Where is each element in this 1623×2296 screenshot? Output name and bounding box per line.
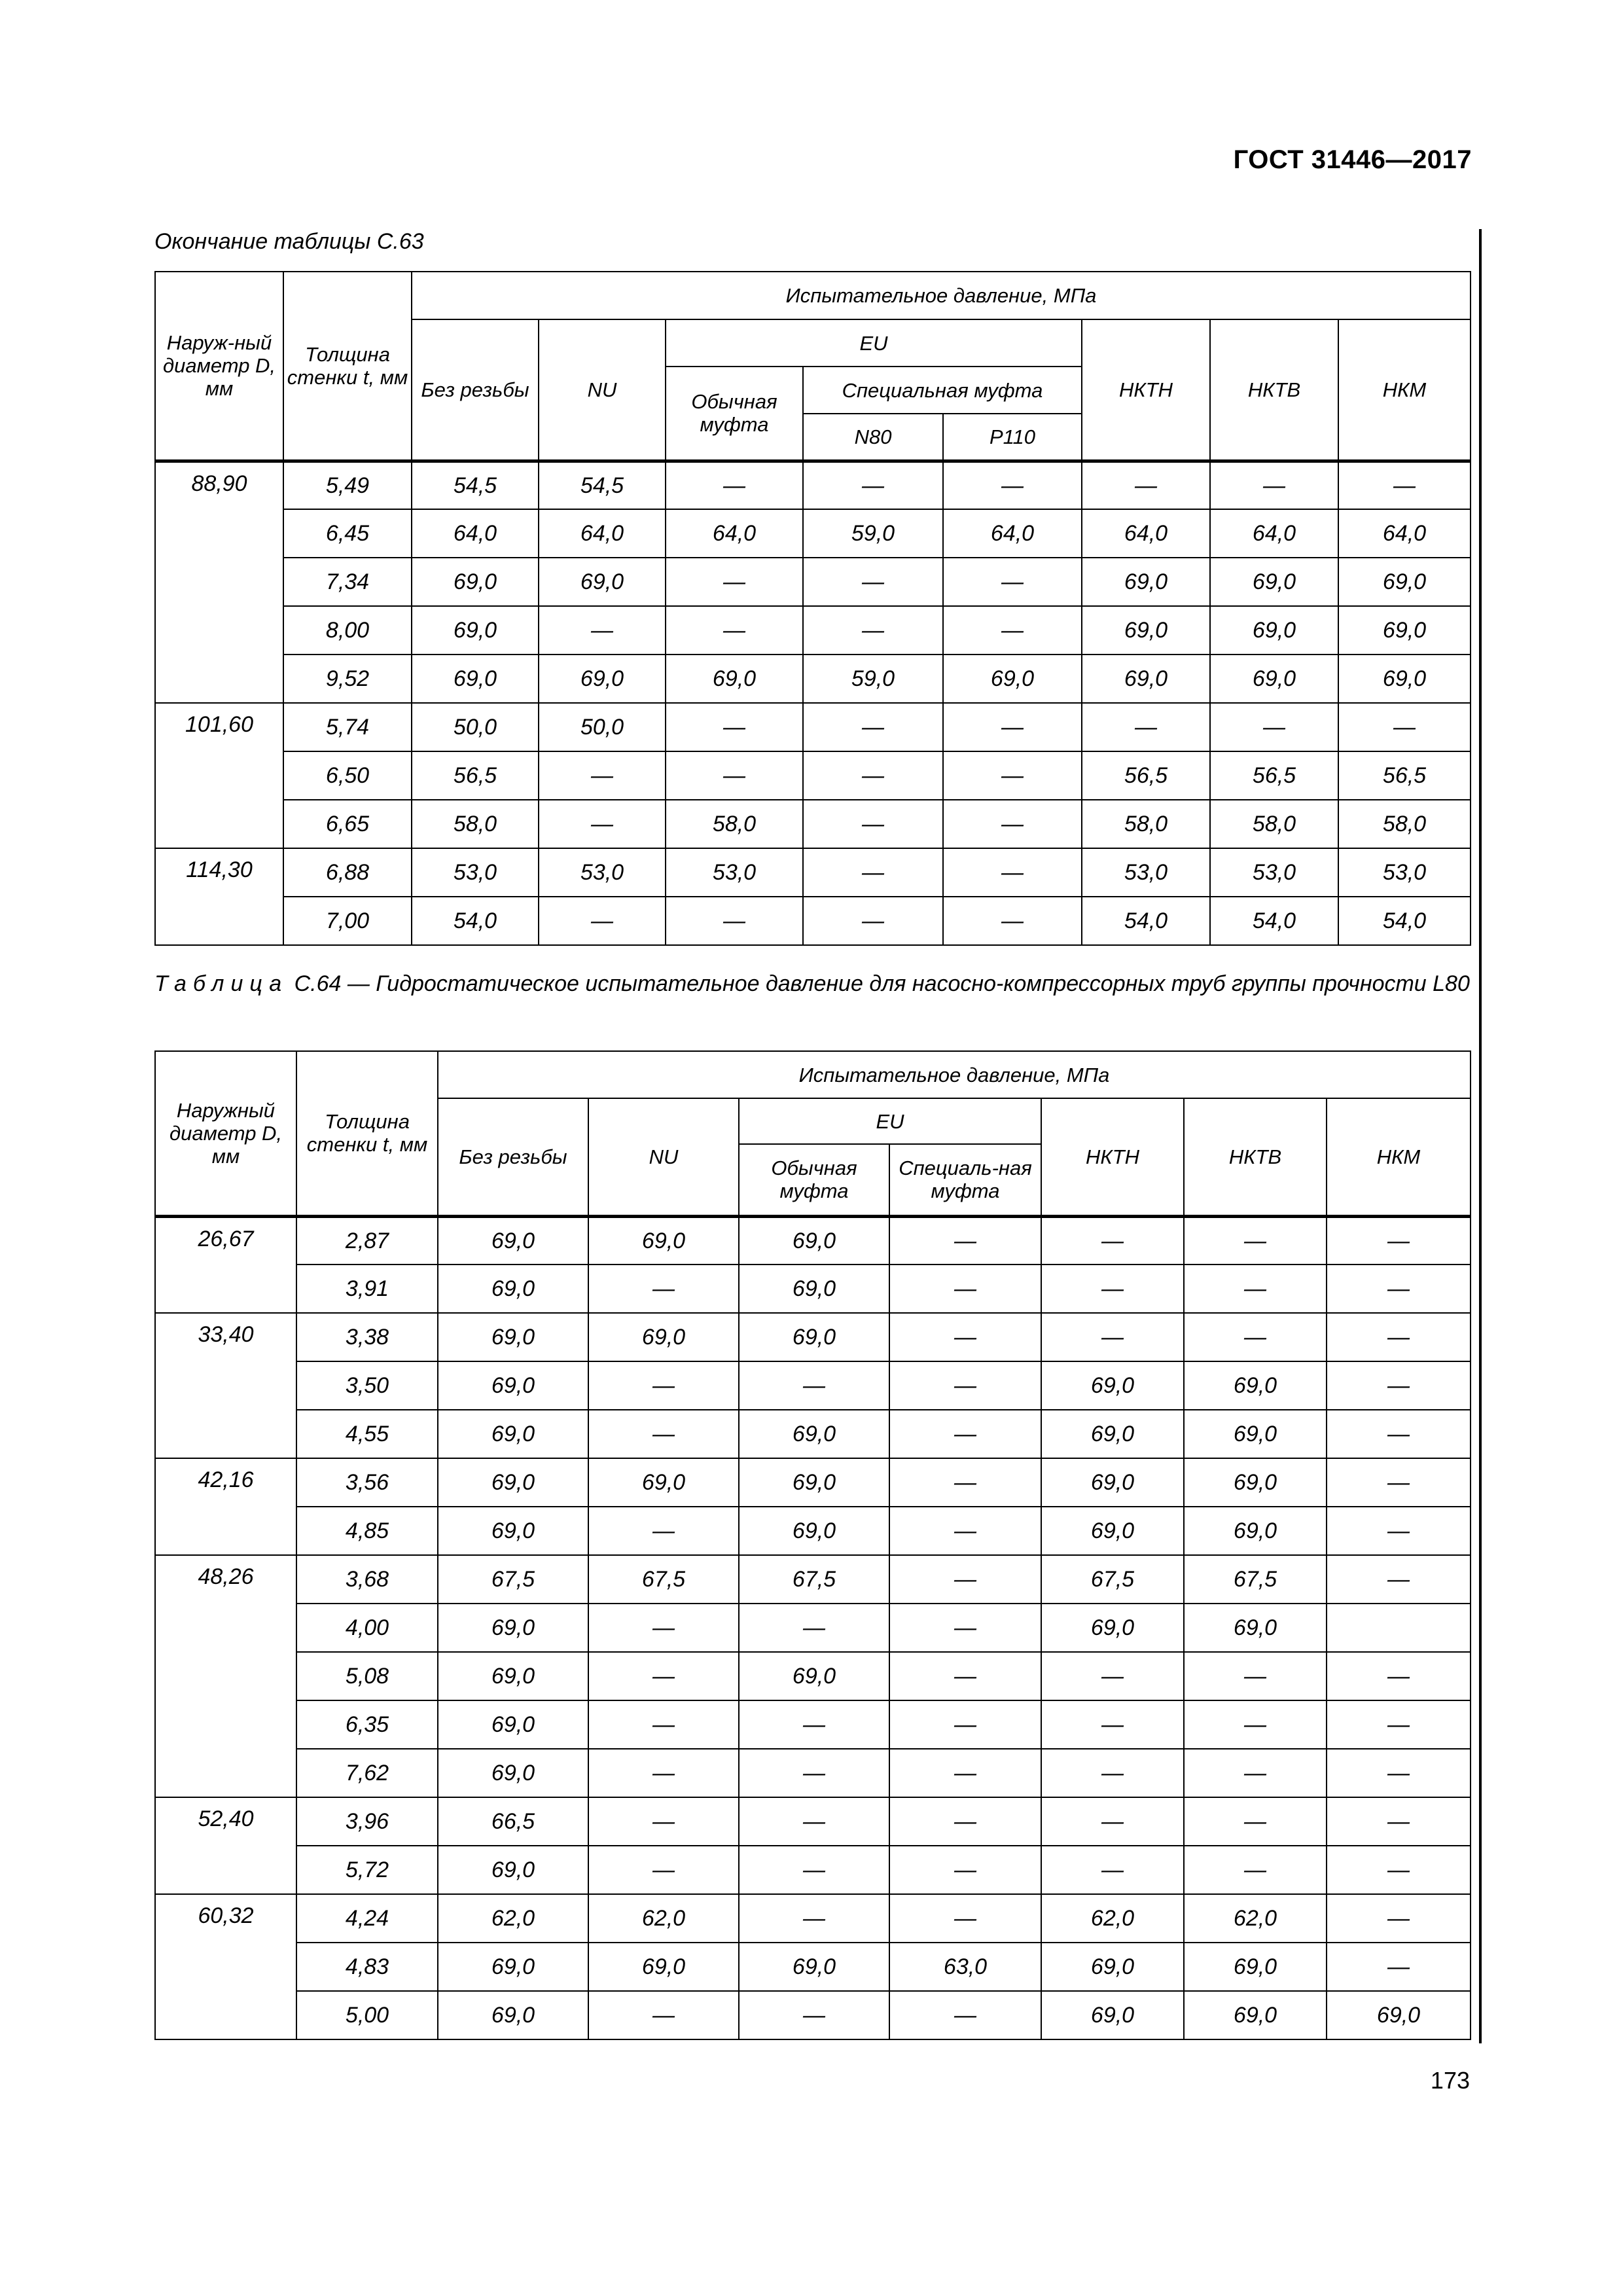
table-cell: — bbox=[1327, 1265, 1471, 1313]
table-cell: — bbox=[1327, 1216, 1471, 1265]
table-cell: 67,5 bbox=[1184, 1555, 1327, 1604]
table-cell: 3,50 bbox=[296, 1361, 438, 1410]
table-row bbox=[155, 751, 1471, 800]
table-cell: — bbox=[889, 1797, 1041, 1846]
table-cell: 64,0 bbox=[539, 509, 666, 558]
table-cell: 67,5 bbox=[438, 1555, 588, 1604]
table-row bbox=[155, 1507, 1471, 1555]
table-64-caption-text: С.64 — Гидростатическое испытательное давление для насосно-компрессорных труб группы прочности L80 bbox=[288, 971, 1470, 996]
table-cell: 63,0 bbox=[889, 1943, 1041, 1991]
table-cell: 69,0 bbox=[438, 1604, 588, 1652]
table-cell: — bbox=[666, 558, 803, 606]
table-row bbox=[155, 655, 1471, 703]
diameter-cell: 60,32 bbox=[155, 1894, 296, 2039]
header-regular-coupling: Обычная муфта bbox=[739, 1144, 889, 1216]
table-cell: 69,0 bbox=[1041, 1410, 1184, 1458]
table-cell: 69,0 bbox=[1041, 1458, 1184, 1507]
table-64-caption bbox=[154, 970, 1470, 997]
table-cell: 69,0 bbox=[588, 1313, 739, 1361]
table-cell: 69,0 bbox=[438, 1458, 588, 1507]
table-cell: — bbox=[666, 606, 803, 655]
table-cell: — bbox=[943, 751, 1082, 800]
table-cell: 69,0 bbox=[1041, 1991, 1184, 2039]
table-cell: 69,0 bbox=[438, 1700, 588, 1749]
table-cell: 69,0 bbox=[1184, 1458, 1327, 1507]
table-cell: 67,5 bbox=[588, 1555, 739, 1604]
table-cell: — bbox=[1082, 461, 1210, 509]
table-row bbox=[155, 1797, 1471, 1846]
table-cell: 69,0 bbox=[1210, 655, 1338, 703]
table-cell: — bbox=[889, 1700, 1041, 1749]
table-cell: — bbox=[739, 1991, 889, 2039]
table-cell: 56,5 bbox=[412, 751, 539, 800]
diameter-cell: 114,30 bbox=[155, 848, 283, 945]
table-cell: 53,0 bbox=[1210, 848, 1338, 897]
table-cell: 69,0 bbox=[1041, 1943, 1184, 1991]
table-cell: — bbox=[588, 1846, 739, 1894]
table-cell: — bbox=[1327, 1555, 1471, 1604]
table-cell: — bbox=[588, 1797, 739, 1846]
table-64-caption-label: Таблица bbox=[154, 971, 289, 996]
table-cell: 64,0 bbox=[1338, 509, 1471, 558]
table-cell: — bbox=[803, 800, 943, 848]
table-cell: 69,0 bbox=[1338, 655, 1471, 703]
table-cell: — bbox=[1184, 1797, 1327, 1846]
standard-id: ГОСТ 31446—2017 bbox=[1233, 145, 1472, 174]
table-cell: 53,0 bbox=[666, 848, 803, 897]
table-cell: 2,87 bbox=[296, 1216, 438, 1265]
header-regular-coupling: Обычная муфта bbox=[666, 367, 803, 461]
table-63-caption: Окончание таблицы С.63 bbox=[154, 229, 424, 254]
table-cell: — bbox=[803, 897, 943, 945]
table-cell: — bbox=[889, 1555, 1041, 1604]
table-cell: — bbox=[1327, 1313, 1471, 1361]
diameter-cell: 26,67 bbox=[155, 1216, 296, 1313]
table-cell: 69,0 bbox=[438, 1846, 588, 1894]
table-cell: — bbox=[666, 751, 803, 800]
table-cell: 69,0 bbox=[1041, 1507, 1184, 1555]
table-cell: — bbox=[588, 1410, 739, 1458]
table-cell: — bbox=[889, 1458, 1041, 1507]
table-cell: 7,62 bbox=[296, 1749, 438, 1797]
table-cell: 62,0 bbox=[588, 1894, 739, 1943]
table-cell: 69,0 bbox=[438, 1216, 588, 1265]
table-cell: — bbox=[943, 897, 1082, 945]
diameter-cell: 52,40 bbox=[155, 1797, 296, 1894]
table-cell: — bbox=[739, 1797, 889, 1846]
table-row bbox=[155, 1265, 1471, 1313]
table-cell: 5,49 bbox=[283, 461, 412, 509]
table-cell: 9,52 bbox=[283, 655, 412, 703]
table-cell: 8,00 bbox=[283, 606, 412, 655]
table-cell: — bbox=[803, 558, 943, 606]
header-nktn: НКТН bbox=[1041, 1098, 1184, 1216]
table-cell: 50,0 bbox=[539, 703, 666, 751]
table-cell: — bbox=[588, 1652, 739, 1700]
table-cell: — bbox=[1041, 1652, 1184, 1700]
table-cell: — bbox=[889, 1313, 1041, 1361]
table-cell: — bbox=[739, 1604, 889, 1652]
table-cell: 54,5 bbox=[539, 461, 666, 509]
table-cell: 69,0 bbox=[1184, 1361, 1327, 1410]
table-cell: — bbox=[666, 897, 803, 945]
table-cell: 58,0 bbox=[1210, 800, 1338, 848]
table-cell: 69,0 bbox=[588, 1216, 739, 1265]
header-nktv: НКТВ bbox=[1184, 1098, 1327, 1216]
header-nu: NU bbox=[539, 319, 666, 461]
table-cell: 3,68 bbox=[296, 1555, 438, 1604]
table-cell: — bbox=[1210, 703, 1338, 751]
table-cell: 69,0 bbox=[412, 606, 539, 655]
table-cell: 69,0 bbox=[739, 1410, 889, 1458]
table-cell: 69,0 bbox=[1184, 1410, 1327, 1458]
table-cell: — bbox=[739, 1846, 889, 1894]
table-cell: — bbox=[1327, 1943, 1471, 1991]
table-cell: — bbox=[588, 1749, 739, 1797]
table-cell: — bbox=[539, 751, 666, 800]
table-cell: — bbox=[588, 1265, 739, 1313]
table-cell: 69,0 bbox=[1082, 655, 1210, 703]
table-cell: — bbox=[1041, 1265, 1184, 1313]
table-cell: — bbox=[1184, 1700, 1327, 1749]
table-cell: — bbox=[1041, 1700, 1184, 1749]
table-cell: 5,00 bbox=[296, 1991, 438, 2039]
table-cell: — bbox=[739, 1894, 889, 1943]
header-p110: P110 bbox=[943, 414, 1082, 461]
table-cell: 56,5 bbox=[1210, 751, 1338, 800]
table-cell: 6,45 bbox=[283, 509, 412, 558]
table-cell: — bbox=[1082, 703, 1210, 751]
table-cell: 67,5 bbox=[739, 1555, 889, 1604]
table-cell: — bbox=[889, 1749, 1041, 1797]
table-cell: — bbox=[1327, 1458, 1471, 1507]
table-cell: — bbox=[1327, 1652, 1471, 1700]
table-cell: 5,72 bbox=[296, 1846, 438, 1894]
table-cell: 69,0 bbox=[739, 1265, 889, 1313]
table-row bbox=[155, 1749, 1471, 1797]
header-special-coupling: Специаль-ная муфта bbox=[889, 1144, 1041, 1216]
table-cell: — bbox=[588, 1361, 739, 1410]
table-cell: 64,0 bbox=[666, 509, 803, 558]
table-cell: 69,0 bbox=[739, 1216, 889, 1265]
table-cell: — bbox=[803, 848, 943, 897]
table-cell: 69,0 bbox=[438, 1410, 588, 1458]
table-cell: 69,0 bbox=[539, 558, 666, 606]
table-row bbox=[155, 1943, 1471, 1991]
table-row bbox=[155, 848, 1471, 897]
table-cell: — bbox=[1184, 1265, 1327, 1313]
diameter-cell: 33,40 bbox=[155, 1313, 296, 1458]
table-row bbox=[155, 897, 1471, 945]
table-cell: — bbox=[1041, 1313, 1184, 1361]
table-cell: 62,0 bbox=[1184, 1894, 1327, 1943]
header-nktv: НКТВ bbox=[1210, 319, 1338, 461]
table-cell: 62,0 bbox=[1041, 1894, 1184, 1943]
table-cell: — bbox=[1184, 1749, 1327, 1797]
table-cell: 5,08 bbox=[296, 1652, 438, 1700]
table-cell: — bbox=[1184, 1216, 1327, 1265]
table-cell: 69,0 bbox=[438, 1943, 588, 1991]
table-cell: — bbox=[1210, 461, 1338, 509]
table-row bbox=[155, 1313, 1471, 1361]
table-cell: — bbox=[588, 1700, 739, 1749]
table-cell: — bbox=[889, 1265, 1041, 1313]
table-cell: — bbox=[1327, 1749, 1471, 1797]
table-cell: — bbox=[588, 1507, 739, 1555]
table-cell: 69,0 bbox=[739, 1652, 889, 1700]
diameter-cell: 101,60 bbox=[155, 703, 283, 848]
table-cell: 69,0 bbox=[739, 1458, 889, 1507]
table-cell: — bbox=[1338, 461, 1471, 509]
table-cell: 69,0 bbox=[739, 1313, 889, 1361]
table-row bbox=[155, 1458, 1471, 1507]
table-cell: — bbox=[803, 461, 943, 509]
table-row bbox=[155, 1700, 1471, 1749]
table-cell: — bbox=[889, 1991, 1041, 2039]
table-cell: 4,00 bbox=[296, 1604, 438, 1652]
header-nktn: НКТН bbox=[1082, 319, 1210, 461]
table-cell: 69,0 bbox=[438, 1991, 588, 2039]
header-n80: N80 bbox=[803, 414, 943, 461]
header-no-thread: Без резьбы bbox=[438, 1098, 588, 1216]
table-cell: — bbox=[739, 1361, 889, 1410]
table-cell: — bbox=[1327, 1361, 1471, 1410]
table-row bbox=[155, 1410, 1471, 1458]
header-test-pressure: Испытательное давление, МПа bbox=[438, 1051, 1471, 1098]
table-cell: — bbox=[943, 606, 1082, 655]
table-cell: 69,0 bbox=[588, 1943, 739, 1991]
table-cell: 56,5 bbox=[1082, 751, 1210, 800]
header-nkm: НКМ bbox=[1327, 1098, 1471, 1216]
table-cell: 69,0 bbox=[1184, 1943, 1327, 1991]
header-test-pressure: Испытательное давление, МПа bbox=[412, 272, 1471, 319]
table-cell: — bbox=[1327, 1894, 1471, 1943]
table-row bbox=[155, 606, 1471, 655]
table-cell: 6,88 bbox=[283, 848, 412, 897]
header-wall-thickness: Толщина стенки t, мм bbox=[296, 1051, 438, 1216]
table-cell: — bbox=[1327, 1846, 1471, 1894]
table-cell: 59,0 bbox=[803, 509, 943, 558]
table-cell: — bbox=[943, 703, 1082, 751]
table-row bbox=[155, 1361, 1471, 1410]
table-cell: 69,0 bbox=[739, 1507, 889, 1555]
table-cell: 4,83 bbox=[296, 1943, 438, 1991]
table-cell: 69,0 bbox=[1338, 606, 1471, 655]
table-cell: 56,5 bbox=[1338, 751, 1471, 800]
table-cell: 64,0 bbox=[412, 509, 539, 558]
table-cell: 4,85 bbox=[296, 1507, 438, 1555]
table-cell: — bbox=[889, 1604, 1041, 1652]
table-cell: — bbox=[1327, 1410, 1471, 1458]
table-cell: 4,24 bbox=[296, 1894, 438, 1943]
header-nu: NU bbox=[588, 1098, 739, 1216]
table-cell: — bbox=[889, 1361, 1041, 1410]
header-eu: EU bbox=[666, 319, 1082, 367]
table-cell: 58,0 bbox=[412, 800, 539, 848]
table-cell: — bbox=[588, 1991, 739, 2039]
table-cell: 69,0 bbox=[412, 558, 539, 606]
table-cell: 6,50 bbox=[283, 751, 412, 800]
table-cell: 69,0 bbox=[1338, 558, 1471, 606]
header-eu: EU bbox=[739, 1098, 1041, 1144]
table-cell: 69,0 bbox=[1082, 606, 1210, 655]
table-cell: — bbox=[889, 1652, 1041, 1700]
table-cell: 6,65 bbox=[283, 800, 412, 848]
table-cell: — bbox=[889, 1894, 1041, 1943]
table-cell: 69,0 bbox=[1184, 1991, 1327, 2039]
table-row bbox=[155, 461, 1471, 509]
table-cell: 66,5 bbox=[438, 1797, 588, 1846]
table-cell: — bbox=[803, 751, 943, 800]
table-cell bbox=[1327, 1604, 1471, 1652]
table-63 bbox=[154, 271, 1471, 946]
header-wall-thickness: Толщина стенки t, мм bbox=[283, 272, 412, 461]
table-cell: 58,0 bbox=[666, 800, 803, 848]
table-63-body bbox=[155, 461, 1471, 945]
table-cell: 53,0 bbox=[539, 848, 666, 897]
table-cell: 7,34 bbox=[283, 558, 412, 606]
header-special-coupling: Специальная муфта bbox=[803, 367, 1082, 414]
table-cell: 58,0 bbox=[1338, 800, 1471, 848]
table-cell: 69,0 bbox=[539, 655, 666, 703]
table-cell: 69,0 bbox=[1327, 1991, 1471, 2039]
table-row bbox=[155, 1652, 1471, 1700]
header-outer-diameter: Наруж-ный диаметр D, мм bbox=[155, 272, 283, 461]
header-no-thread: Без резьбы bbox=[412, 319, 539, 461]
table-cell: — bbox=[943, 558, 1082, 606]
table-row bbox=[155, 509, 1471, 558]
table-row bbox=[155, 1991, 1471, 2039]
table-cell: 69,0 bbox=[588, 1458, 739, 1507]
table-cell: — bbox=[1327, 1797, 1471, 1846]
table-cell: 67,5 bbox=[1041, 1555, 1184, 1604]
table-cell: 53,0 bbox=[1082, 848, 1210, 897]
table-cell: — bbox=[889, 1216, 1041, 1265]
table-row bbox=[155, 1216, 1471, 1265]
table-cell: — bbox=[1327, 1507, 1471, 1555]
table-cell: — bbox=[1338, 703, 1471, 751]
table-cell: — bbox=[539, 606, 666, 655]
table-cell: 3,96 bbox=[296, 1797, 438, 1846]
table-cell: 7,00 bbox=[283, 897, 412, 945]
table-row bbox=[155, 1894, 1471, 1943]
table-64 bbox=[154, 1050, 1471, 2040]
table-cell: 62,0 bbox=[438, 1894, 588, 1943]
diameter-cell: 42,16 bbox=[155, 1458, 296, 1555]
table-cell: 64,0 bbox=[943, 509, 1082, 558]
header-nkm: НКМ bbox=[1338, 319, 1471, 461]
table-cell: 69,0 bbox=[438, 1507, 588, 1555]
table-cell: 54,5 bbox=[412, 461, 539, 509]
table-cell: — bbox=[943, 800, 1082, 848]
table-cell: 4,55 bbox=[296, 1410, 438, 1458]
table-cell: — bbox=[1327, 1700, 1471, 1749]
table-cell: 69,0 bbox=[1184, 1604, 1327, 1652]
table-cell: — bbox=[889, 1410, 1041, 1458]
table-cell: 54,0 bbox=[412, 897, 539, 945]
diameter-cell: 48,26 bbox=[155, 1555, 296, 1797]
table-cell: 69,0 bbox=[438, 1313, 588, 1361]
table-cell: 53,0 bbox=[412, 848, 539, 897]
table-cell: 3,56 bbox=[296, 1458, 438, 1507]
table-cell: — bbox=[803, 606, 943, 655]
header-outer-diameter: Наружный диаметр D, мм bbox=[155, 1051, 296, 1216]
table-cell: — bbox=[943, 461, 1082, 509]
table-cell: 69,0 bbox=[1082, 558, 1210, 606]
page-number: 173 bbox=[1430, 2067, 1470, 2094]
table-64-body bbox=[155, 1216, 1471, 2039]
table-cell: 69,0 bbox=[412, 655, 539, 703]
table-cell: 59,0 bbox=[803, 655, 943, 703]
table-cell: — bbox=[1041, 1216, 1184, 1265]
table-cell: 69,0 bbox=[438, 1361, 588, 1410]
table-row bbox=[155, 1846, 1471, 1894]
table-cell: — bbox=[889, 1507, 1041, 1555]
table-cell: — bbox=[1041, 1749, 1184, 1797]
table-row bbox=[155, 558, 1471, 606]
table-cell: — bbox=[889, 1846, 1041, 1894]
table-row bbox=[155, 1604, 1471, 1652]
table-cell: 64,0 bbox=[1082, 509, 1210, 558]
table-cell: — bbox=[588, 1604, 739, 1652]
table-cell: — bbox=[1184, 1846, 1327, 1894]
table-cell: 54,0 bbox=[1082, 897, 1210, 945]
table-cell: 54,0 bbox=[1210, 897, 1338, 945]
table-cell: 6,35 bbox=[296, 1700, 438, 1749]
margin-rule bbox=[1479, 229, 1482, 2043]
table-cell: — bbox=[539, 800, 666, 848]
table-cell: — bbox=[666, 461, 803, 509]
table-cell: 50,0 bbox=[412, 703, 539, 751]
table-cell: 3,38 bbox=[296, 1313, 438, 1361]
table-row bbox=[155, 800, 1471, 848]
table-cell: 3,91 bbox=[296, 1265, 438, 1313]
table-cell: 69,0 bbox=[1210, 606, 1338, 655]
table-cell: 54,0 bbox=[1338, 897, 1471, 945]
table-cell: 69,0 bbox=[1041, 1604, 1184, 1652]
table-cell: — bbox=[1041, 1797, 1184, 1846]
table-cell: 58,0 bbox=[1082, 800, 1210, 848]
table-row bbox=[155, 703, 1471, 751]
table-cell: — bbox=[739, 1700, 889, 1749]
table-cell: — bbox=[666, 703, 803, 751]
table-cell: 69,0 bbox=[438, 1652, 588, 1700]
table-cell: 69,0 bbox=[1184, 1507, 1327, 1555]
table-cell: — bbox=[803, 703, 943, 751]
table-cell: 69,0 bbox=[1041, 1361, 1184, 1410]
table-cell: 53,0 bbox=[1338, 848, 1471, 897]
table-cell: 5,74 bbox=[283, 703, 412, 751]
table-cell: 64,0 bbox=[1210, 509, 1338, 558]
table-cell: 69,0 bbox=[943, 655, 1082, 703]
table-cell: — bbox=[943, 848, 1082, 897]
table-cell: — bbox=[1184, 1652, 1327, 1700]
table-cell: — bbox=[1184, 1313, 1327, 1361]
table-row bbox=[155, 1555, 1471, 1604]
table-cell: 69,0 bbox=[438, 1749, 588, 1797]
diameter-cell: 88,90 bbox=[155, 461, 283, 703]
table-cell: 69,0 bbox=[438, 1265, 588, 1313]
table-cell: — bbox=[539, 897, 666, 945]
table-cell: 69,0 bbox=[1210, 558, 1338, 606]
table-cell: — bbox=[739, 1749, 889, 1797]
table-cell: 69,0 bbox=[739, 1943, 889, 1991]
table-cell: 69,0 bbox=[666, 655, 803, 703]
table-cell: — bbox=[1041, 1846, 1184, 1894]
